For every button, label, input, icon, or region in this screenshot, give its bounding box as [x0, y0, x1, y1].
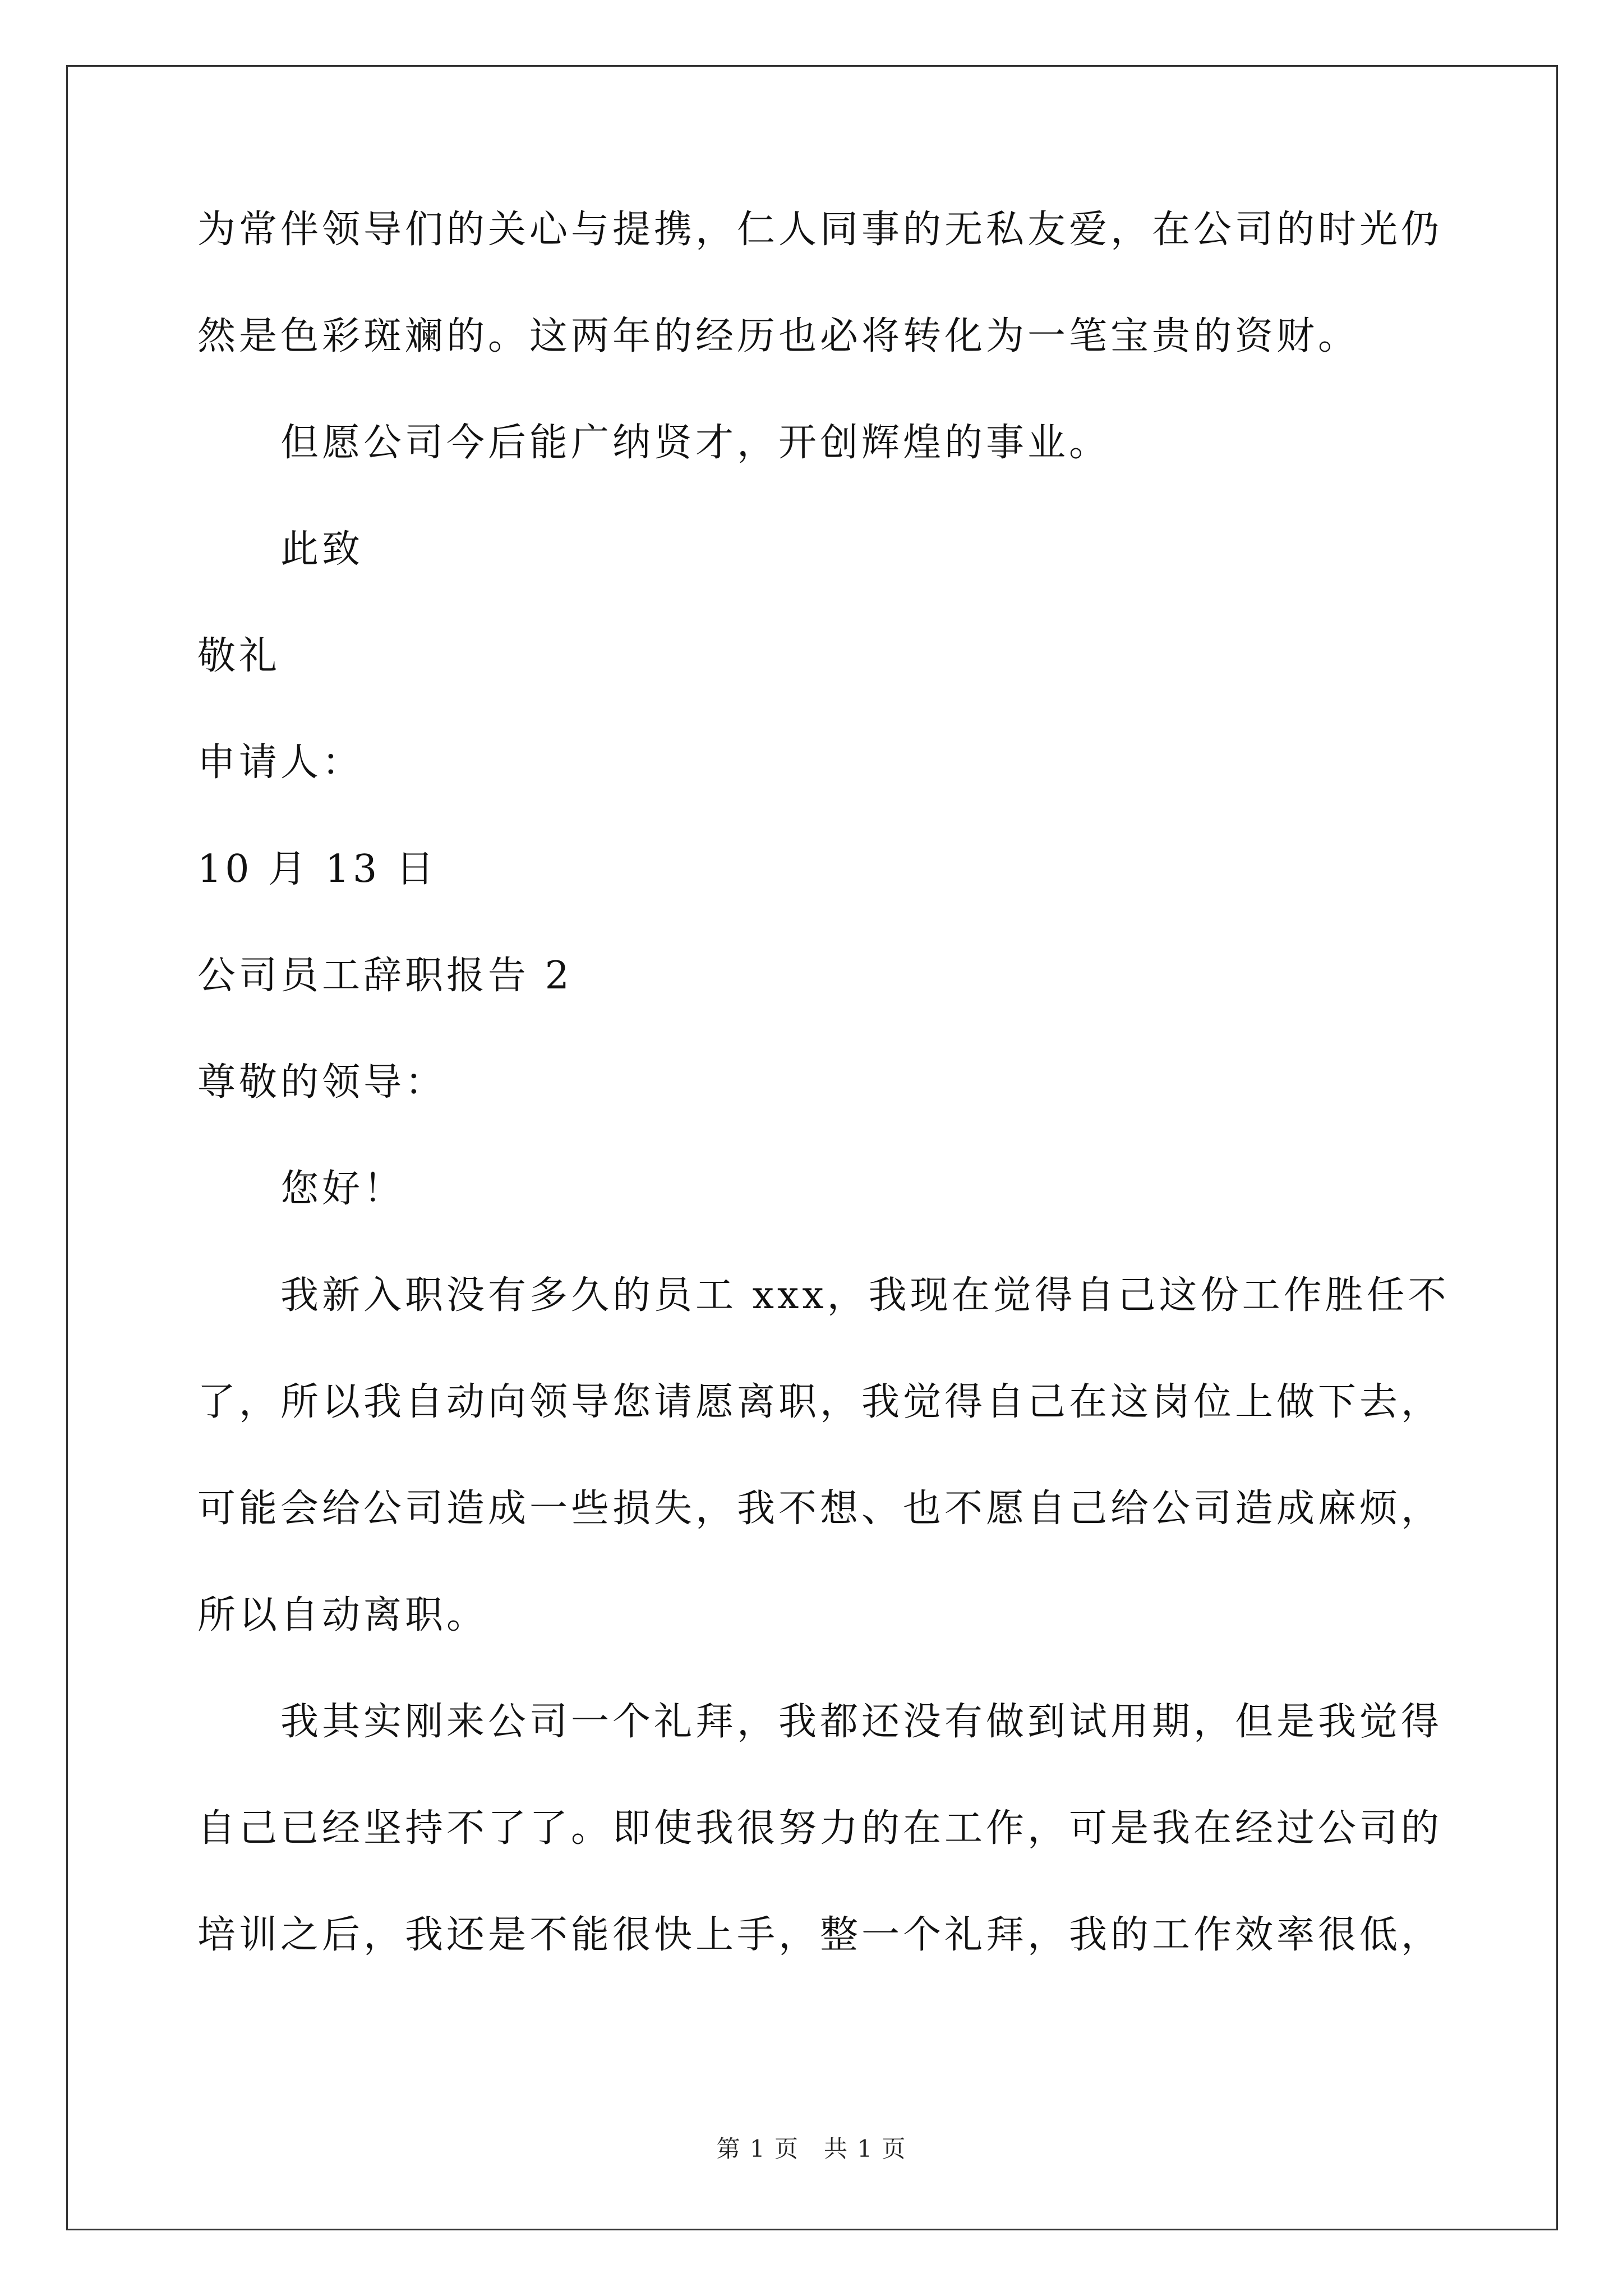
applicant-label: 申请人： [197, 740, 364, 785]
text-line: 自己已经坚持不了了。即使我很努力的在工作，可是我在经过公司的 [197, 1806, 1443, 1851]
text-line: 但愿公司今后能广纳贤才，开创辉煌的事业。 [280, 421, 1111, 465]
greeting-recipient: 尊敬的领导： [197, 1060, 447, 1105]
salutation-closing: 此致 [280, 527, 364, 572]
page-border [66, 65, 1558, 2230]
text-line: 我新入职没有多久的员工 xxx，我现在觉得自己这份工作胜任不 [280, 1273, 1450, 1318]
text-line: 为常伴领导们的关心与提携，仁人同事的无私友爱，在公司的时光仍 [197, 208, 1443, 252]
text-line: 我其实刚来公司一个礼拜，我都还没有做到试用期，但是我觉得 [280, 1700, 1443, 1744]
text-line: 所以自动离职。 [197, 1593, 488, 1637]
date: 10 月 13 日 [197, 847, 437, 891]
page-footer: 第 1 页 共 1 页 [716, 2135, 907, 2162]
section-title: 公司员工辞职报告 2 [197, 954, 573, 998]
greeting: 您好！ [280, 1167, 405, 1211]
salutation-regards: 敬礼 [197, 634, 281, 678]
text-line: 可能会给公司造成一些损失，我不想、也不愿自己给公司造成麻烦， [197, 1487, 1443, 1531]
text-line: 了，所以我自动向领导您请愿离职，我觉得自己在这岗位上做下去， [197, 1380, 1443, 1424]
text-line: 然是色彩斑斓的。这两年的经历也必将转化为一笔宝贵的资财。 [197, 314, 1360, 358]
text-line: 培训之后，我还是不能很快上手，整一个礼拜，我的工作效率很低， [197, 1913, 1443, 1957]
